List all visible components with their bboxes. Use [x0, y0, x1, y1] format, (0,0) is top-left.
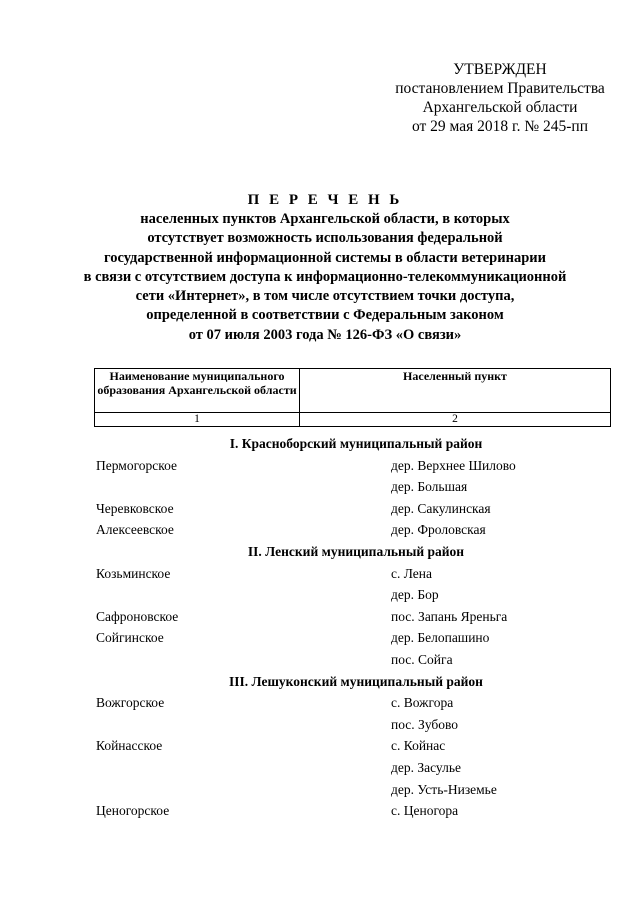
settlement-name: дер. Верхнее Шилово [391, 457, 516, 473]
settlement-name: дер. Белопашино [391, 630, 490, 646]
list-item [96, 649, 616, 671]
municipality-name: Сойгинское [96, 630, 164, 646]
heading-line: государственной информационной системы в области ветеринарии [104, 249, 546, 266]
column-number: 1 [95, 413, 300, 427]
municipality-name: Алексеевское [96, 522, 174, 538]
settlement-name: с. Вожгора [391, 695, 454, 711]
settlement-name: дер. Фроловская [391, 522, 486, 538]
list-item [96, 714, 616, 736]
municipality-name: Сафроновское [96, 608, 179, 624]
approval-resolution: постановлением Правительства [395, 80, 605, 97]
settlement-name: пос. Зубово [391, 716, 459, 732]
settlement-name: дер. Засулье [391, 759, 461, 775]
heading-line: определенной в соответствии с Федеральным законом [146, 307, 504, 324]
list-item [96, 757, 616, 779]
column-number: 2 [300, 413, 611, 427]
settlement-list [96, 433, 616, 822]
settlement-name: дер. Сакулинская [391, 500, 491, 516]
settlement-name: с. Лена [391, 565, 433, 581]
settlement-name: с. Койнас [391, 738, 446, 754]
list-item [96, 498, 616, 520]
list-item [96, 584, 616, 606]
settlement-name: пос. Запань Яреньга [391, 608, 508, 624]
document-title: П Е Р Е Ч Е Н Ь [247, 192, 403, 208]
approval-title: УТВЕРЖДЕН [453, 61, 547, 78]
settlement-name: пос. Сойга [391, 651, 453, 667]
approval-block [380, 60, 620, 136]
heading-line: отсутствует возможность использования федеральной [147, 230, 503, 247]
approval-date: от 29 мая 2018 г. № 245-пп [411, 118, 589, 135]
heading-line: населенных пунктов Архангельской области, в которых [140, 211, 510, 227]
municipality-name: Козьминское [96, 565, 171, 581]
settlement-name: дер. Бор [391, 587, 439, 603]
section-title: II. Ленский муниципальный район [247, 543, 465, 559]
municipality-name: Черевковское [96, 500, 174, 516]
settlement-name: с. Ценогора [391, 803, 459, 819]
section-title: I. Красноборский муниципальный район [229, 436, 483, 451]
column-header-municipality: Наименование муниципального образования Архангельской области [95, 369, 300, 413]
list-item [96, 476, 616, 498]
municipality-name: Койнасское [96, 738, 163, 754]
municipality-name: Пермогорское [96, 457, 178, 473]
document-heading [80, 190, 570, 345]
list-item [96, 779, 616, 801]
list-item [96, 800, 616, 822]
list-item [96, 563, 616, 585]
settlement-name: дер. Большая [391, 479, 468, 495]
column-header-settlement: Населенный пункт [300, 369, 611, 413]
municipality-name: Ценогорское [96, 803, 170, 819]
list-item [96, 519, 616, 541]
list-item [96, 606, 616, 628]
section-title: III. Лешуконский муниципальный район [229, 673, 483, 689]
approval-region: Архангельской области [422, 99, 578, 116]
list-item [96, 735, 616, 757]
header-table [94, 368, 611, 427]
settlement-name: дер. Усть-Низемье [391, 781, 497, 797]
heading-line: сети «Интернет», в том числе отсутствием точки доступа, [135, 288, 515, 305]
list-item [96, 692, 616, 714]
municipality-name: Вожгорское [96, 695, 165, 711]
list-item [96, 627, 616, 649]
list-item [96, 455, 616, 477]
heading-line: от 07 июля 2003 года № 126-ФЗ «О связи» [188, 326, 462, 343]
heading-line: в связи с отсутствием доступа к информационно-телекоммуникационной [83, 268, 567, 285]
